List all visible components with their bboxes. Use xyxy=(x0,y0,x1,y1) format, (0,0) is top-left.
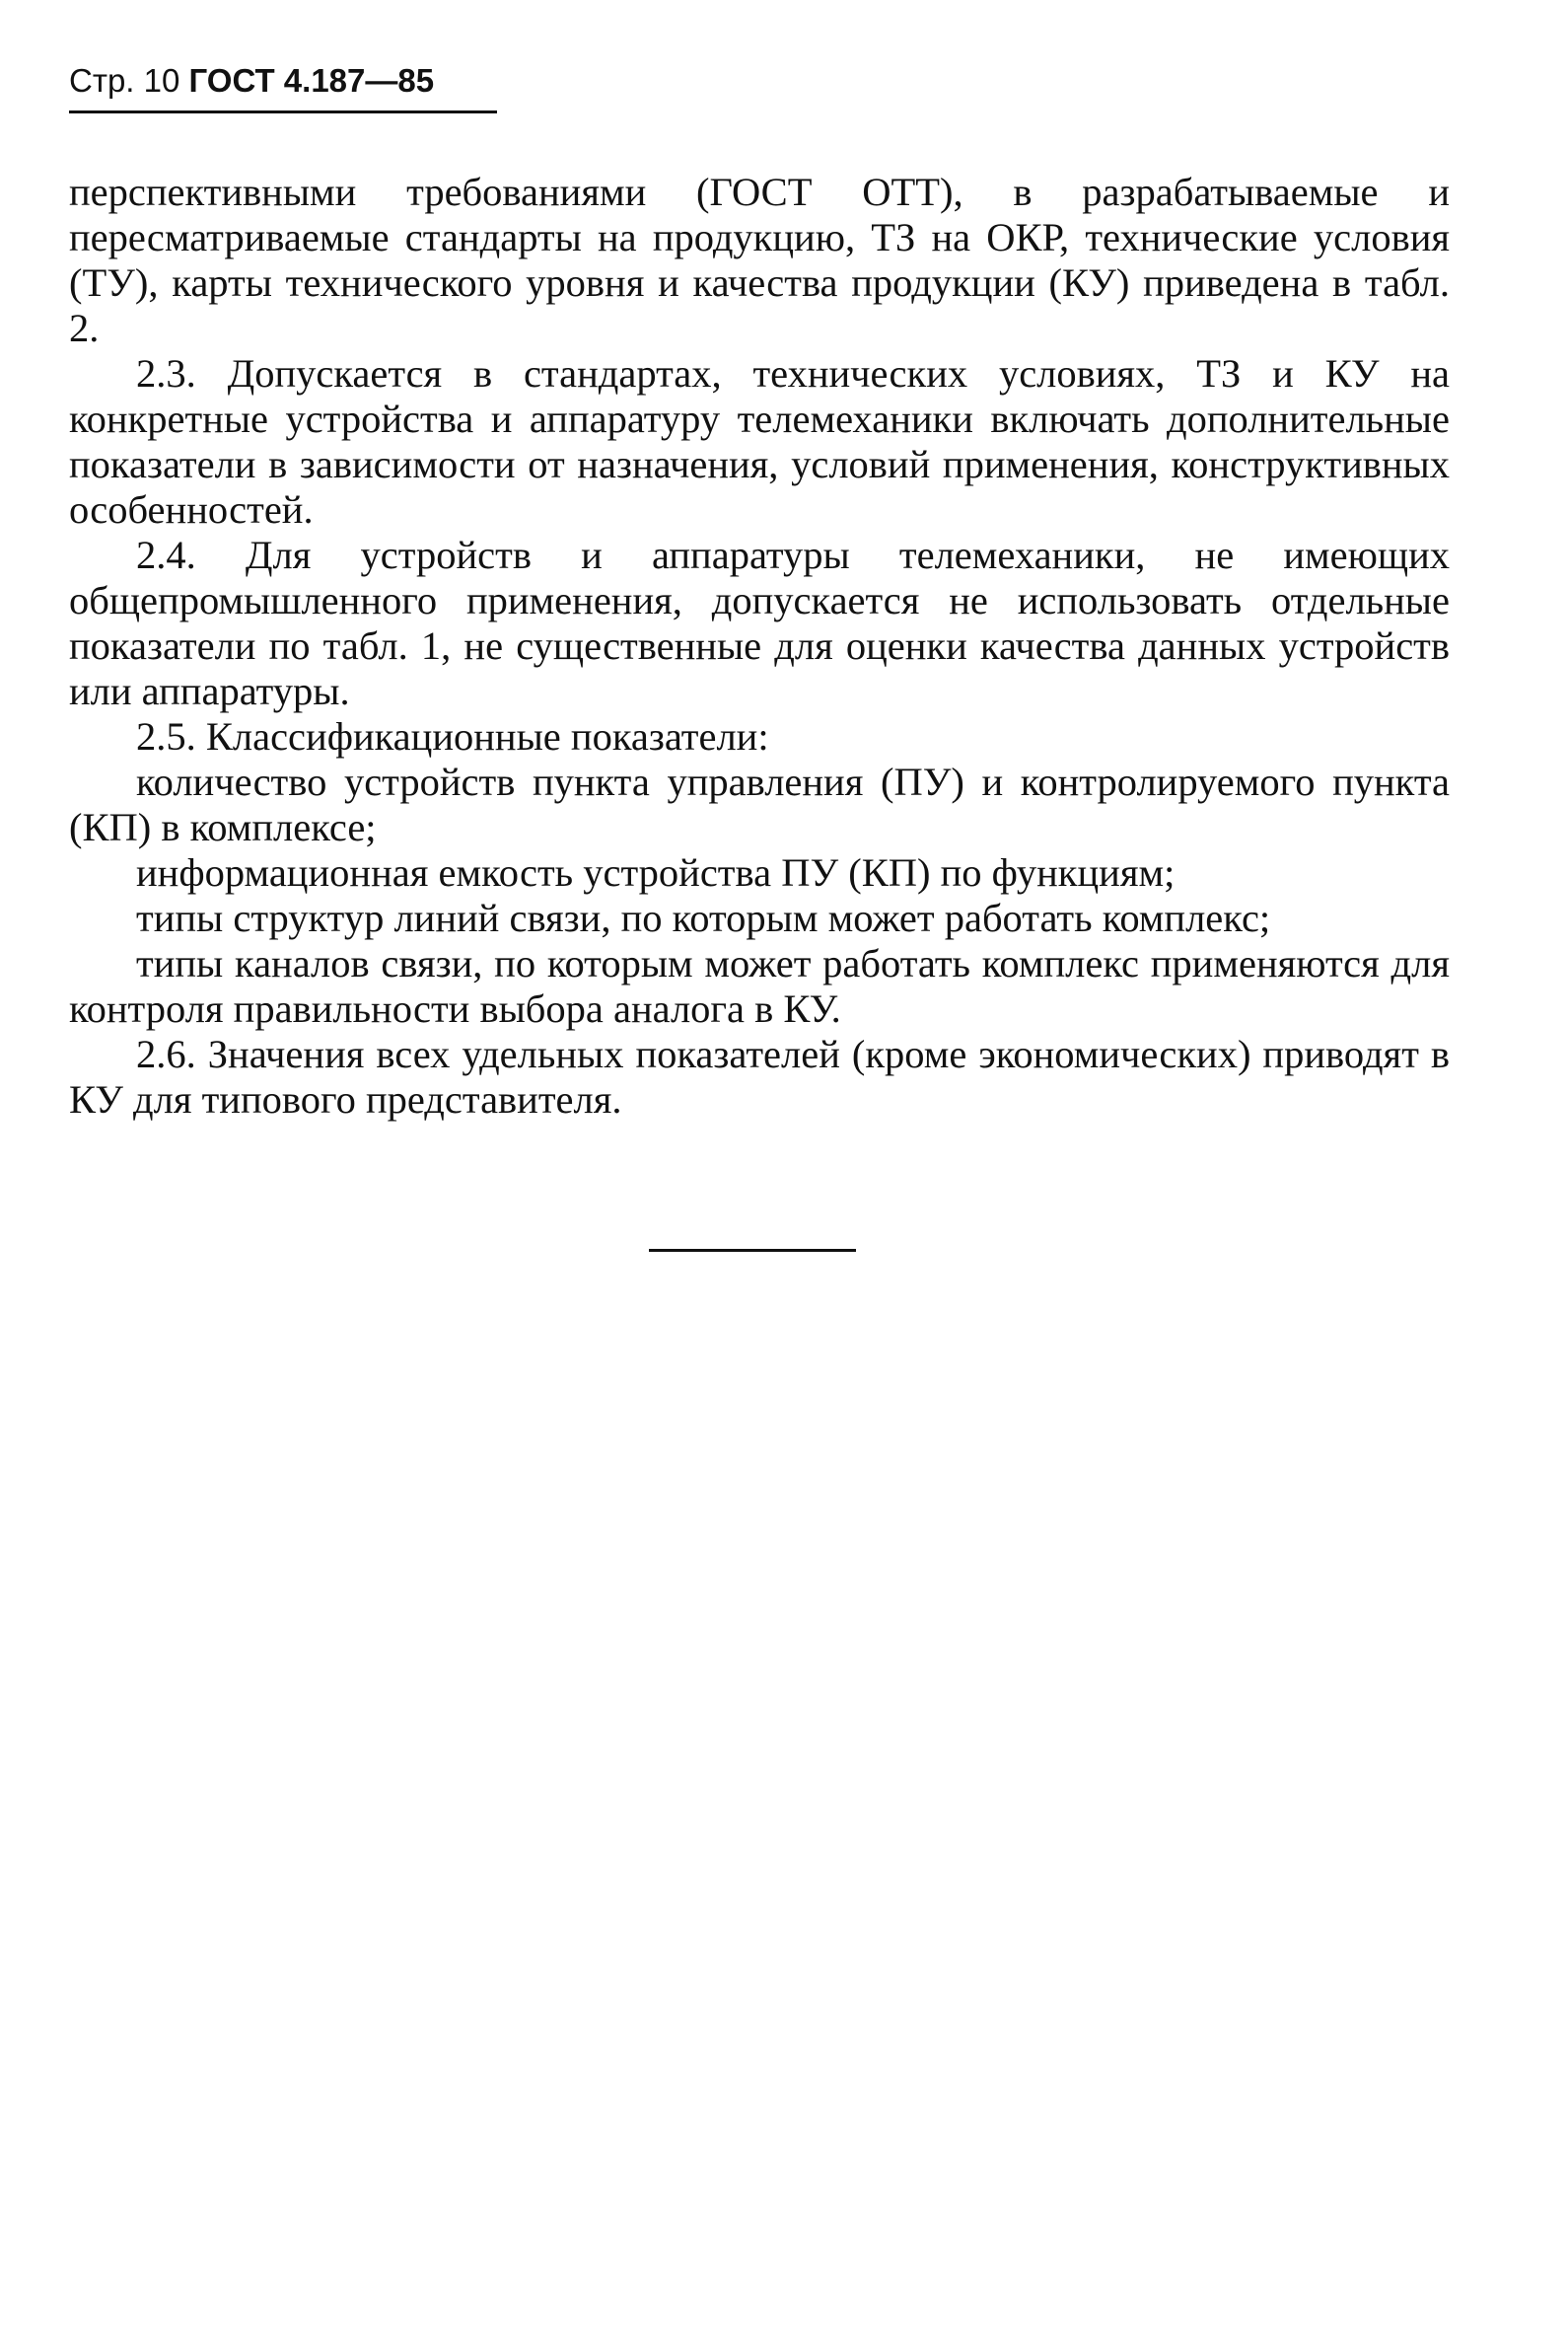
standard-designation: ГОСТ 4.187—85 xyxy=(188,62,435,99)
list-item-channel-types: типы каналов связи, по которым может работать комплекс применяются для контроля правильности выбора аналога в КУ. xyxy=(69,941,1450,1031)
list-item-info-capacity: информационная емкость устройства ПУ (КП) по функциям; xyxy=(136,850,1176,895)
paragraph-2-6: 2.6. Значения всех удельных показателей (кроме экономических) приводят в КУ для типового представителя. xyxy=(69,1032,1450,1122)
page-header xyxy=(69,61,434,101)
list-item-control-points: количество устройств пункта управления (ПУ) и контролируемого пункта (КП) в комплексе; xyxy=(69,760,1450,849)
paragraph-2-5: 2.5. Классификационные показатели: xyxy=(136,714,769,759)
page-number-label: Стр. 10 xyxy=(69,62,180,99)
list-item-line-structures: типы структур линий связи, по которым может работать комплекс; xyxy=(136,896,1271,940)
end-of-text-rule xyxy=(649,1249,856,1252)
paragraph-continuation: перспективными требованиями (ГОСТ ОТТ), в разрабатываемые и пересматриваемые стандарты на продукцию, ТЗ на ОКР, технические условия (ТУ), карты технического уровня и качества продукции (КУ) приведена в табл. 2. xyxy=(69,170,1450,350)
header-rule xyxy=(69,110,497,113)
paragraph-2-4: 2.4. Для устройств и аппаратуры телемеханики, не имеющих общепромышленного применения, допускается не использовать отдельные показатели по табл. 1, не существенные для оценки качества данных устройств или аппаратуры. xyxy=(69,533,1450,713)
paragraph-2-3: 2.3. Допускается в стандартах, технических условиях, ТЗ и КУ на конкретные устройства и аппаратуру телемеханики включать дополнительные показатели в зависимости от назначения, условий применения, конструктивных особенностей. xyxy=(69,351,1450,532)
body-text xyxy=(69,170,1450,1123)
